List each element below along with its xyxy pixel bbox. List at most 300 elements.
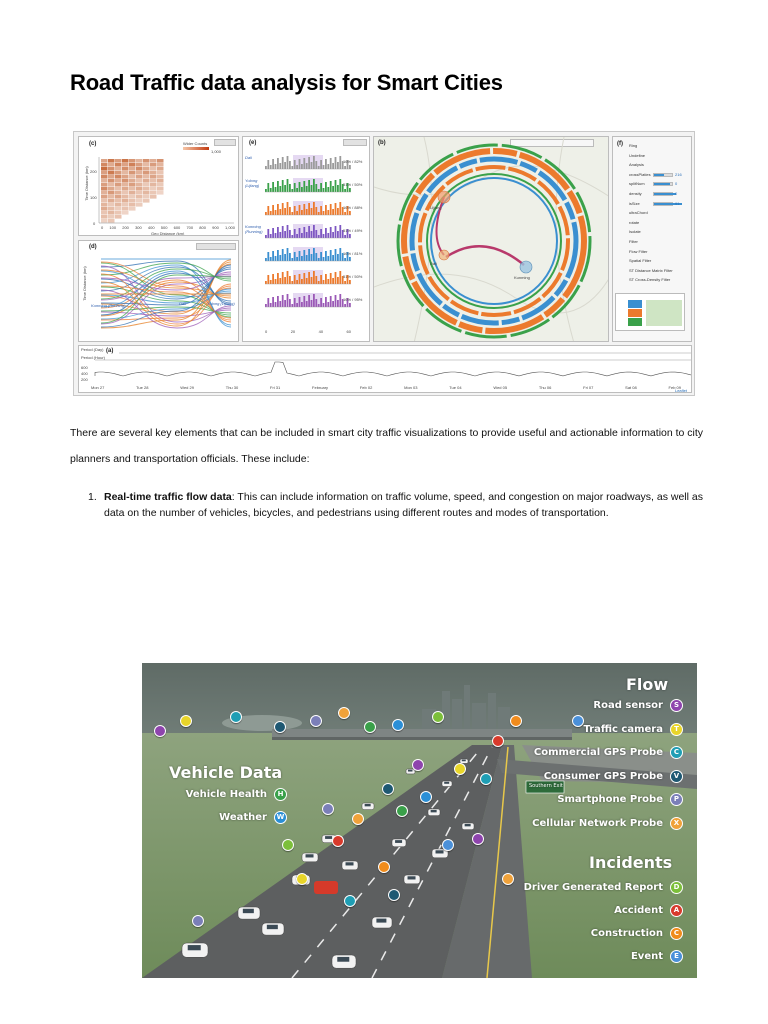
timeseries-bar — [296, 234, 298, 238]
timeseries-pct: 51% / 50% — [343, 182, 363, 187]
timeseries-bar — [291, 281, 293, 284]
flow-item: Smartphone Probe — [557, 794, 663, 805]
heatmap-cell — [143, 159, 150, 163]
timeseries-bar — [265, 189, 267, 192]
control-value: 91 — [675, 200, 680, 206]
map-pin-icon — [388, 889, 400, 901]
control-value: 0 — [675, 191, 678, 196]
heatmap-cell — [101, 183, 108, 187]
timeseries-bar — [318, 189, 320, 192]
control-item[interactable]: rotate — [629, 219, 640, 225]
timeseries-bar — [325, 228, 327, 238]
control-item[interactable]: isSize — [629, 200, 640, 206]
timeseries-bar — [330, 204, 332, 215]
timeseries-bar — [277, 227, 279, 238]
heatmap-cell — [136, 163, 143, 167]
timeseries-xtick: 20 — [290, 329, 296, 334]
timeline-xtick: Sat 08 — [625, 385, 637, 390]
control-item[interactable]: ST Distance Matrix Filter — [629, 267, 673, 273]
heatmap-cell — [101, 167, 108, 171]
vehicle-item: Weather — [219, 812, 267, 823]
heatmap-cell — [115, 159, 122, 163]
control-item[interactable]: Analysis — [629, 162, 644, 168]
heatmap-cell — [101, 219, 108, 223]
heatmap-xtick: 100 — [109, 225, 117, 230]
panel-f-label: (f) — [617, 141, 623, 147]
timeseries-row-label: Kunming (Running) — [245, 224, 263, 234]
panel-c-label: (c) — [89, 141, 97, 147]
timeseries-bar — [279, 232, 281, 238]
timeseries-bar — [294, 298, 296, 307]
timeseries-bar — [294, 275, 296, 284]
map-pin-icon — [230, 711, 242, 723]
timeseries-bar — [265, 235, 267, 238]
timeseries-bar — [301, 279, 303, 284]
timeseries-bar — [308, 157, 310, 169]
control-item[interactable]: Isolate — [629, 229, 641, 235]
timeseries-bar — [318, 235, 320, 238]
timeseries-bar — [291, 258, 293, 261]
control-item[interactable]: crossPlaties — [629, 171, 651, 177]
timeseries-bar — [287, 202, 289, 215]
map-pin-icon — [332, 835, 344, 847]
timeseries-bar — [275, 279, 277, 284]
timeseries-bar — [313, 271, 315, 284]
timeseries-bar — [335, 180, 337, 192]
heatmap-ylabel: Time Distance (km) — [83, 166, 89, 201]
heatmap-cell — [129, 187, 136, 191]
timeseries-bar — [270, 303, 272, 307]
timeseries-bar — [303, 250, 305, 261]
map-pin-icon — [338, 707, 350, 719]
timeseries-bar — [267, 252, 269, 261]
heatmap-cell — [129, 167, 136, 171]
heatmap-cell — [129, 175, 136, 179]
timeseries-bar — [344, 212, 346, 215]
map-pin-icon — [480, 773, 492, 785]
heatmap-cell — [101, 199, 108, 203]
timeseries-pct: 16% / 82% — [343, 159, 363, 164]
timeline-ytick: 400 — [81, 371, 88, 376]
timeseries-bar — [335, 272, 337, 284]
timeline-xtick: Mon 27 — [91, 385, 105, 390]
heatmap-xtick: 0 — [101, 225, 104, 230]
panel-a-label: (a) — [106, 348, 114, 354]
heatmap-cell — [122, 211, 129, 215]
timeline-ytick: 600 — [81, 365, 88, 370]
heatmap-cell — [143, 179, 150, 183]
timeseries-bar — [315, 253, 317, 261]
timeseries-bar — [332, 301, 334, 307]
timeseries-bar — [289, 161, 291, 169]
timeseries-bar — [303, 273, 305, 284]
timeseries-bar — [279, 209, 281, 215]
timeseries-bar — [349, 165, 351, 169]
timeseries-bar — [313, 294, 315, 307]
heatmap-ytick: 100 — [90, 195, 97, 200]
timeseries-bar — [335, 203, 337, 215]
heatmap-cell — [101, 191, 108, 195]
map-place: Dali — [430, 261, 437, 266]
timeseries-bar — [339, 156, 341, 169]
control-slider-fill — [654, 183, 670, 185]
heatmap-cell — [115, 167, 122, 171]
timeline-xtick: Wed 05 — [493, 385, 508, 390]
heatmap-cell — [150, 187, 157, 191]
timeseries-bar — [327, 233, 329, 238]
timeseries-pct: 16% / 88% — [343, 205, 363, 210]
map-pin-icon — [442, 839, 454, 851]
heatmap-cell — [136, 183, 143, 187]
timeseries-bar — [337, 208, 339, 215]
incident-item: Driver Generated Report — [523, 882, 663, 893]
timeseries-bar — [267, 275, 269, 284]
car-window — [243, 909, 254, 913]
timeseries-plot — [243, 137, 370, 342]
timeseries-bar — [349, 211, 351, 215]
timeseries-bar — [282, 203, 284, 215]
timeseries-bar — [332, 186, 334, 192]
timeseries-bar — [265, 258, 267, 261]
timeseries-bar — [323, 234, 325, 238]
timeseries-bar — [299, 228, 301, 238]
timeseries-bar — [303, 204, 305, 215]
timeseries-bar — [308, 295, 310, 307]
heatmap-cell — [122, 187, 129, 191]
heatmap-cell — [143, 199, 150, 203]
heatmap-cell — [108, 163, 115, 167]
incident-item-icon: E — [670, 950, 683, 963]
vehicle-item: Vehicle Health — [185, 789, 267, 800]
timeseries-xticks — [265, 329, 351, 334]
timeseries-bar — [301, 164, 303, 169]
car-window — [431, 810, 437, 812]
timeseries-bar — [265, 304, 267, 307]
timeseries-xtick: 60 — [346, 329, 351, 334]
timeseries-bar — [291, 189, 293, 192]
heatmap-cell — [122, 171, 129, 175]
car-window — [365, 804, 371, 806]
flow-ylabel: Time Distance (km) — [81, 266, 87, 301]
map-pin-icon — [352, 813, 364, 825]
timeseries-bar — [308, 203, 310, 215]
list-number: 1. — [88, 491, 97, 503]
heatmap-xtick: 300 — [135, 225, 142, 230]
control-value: 0 — [675, 181, 678, 187]
timeseries-bar — [318, 166, 320, 169]
control-item[interactable]: Ring — [629, 143, 638, 148]
heatmap-cell — [108, 219, 115, 223]
timeseries-bar — [275, 256, 277, 261]
timeseries-bar — [337, 277, 339, 284]
heatmap-cell — [122, 191, 129, 195]
control-item[interactable]: Flow Filter — [629, 248, 648, 254]
heatmap-cell — [101, 215, 108, 219]
timeseries-bar — [272, 297, 274, 307]
heatmap-ytick: 0 — [93, 221, 96, 226]
timeseries-pct: 16% / 81% — [343, 251, 363, 256]
timeseries-bar — [296, 188, 298, 192]
flow-item-icon: X — [670, 817, 683, 830]
map-attribution[interactable]: Leaflet — [674, 388, 687, 393]
timeseries-bar — [325, 205, 327, 215]
car-window — [408, 876, 416, 879]
timeseries-bar — [287, 156, 289, 169]
timeseries-bar — [299, 182, 301, 192]
timeseries-bar — [282, 180, 284, 192]
heatmap-cell — [143, 163, 150, 167]
heatmap-cell — [129, 163, 136, 167]
timeseries-bar — [267, 160, 269, 169]
timeseries-bar — [311, 231, 313, 238]
timeseries-bar — [315, 207, 317, 215]
timeseries-bar — [349, 280, 351, 284]
timeseries-bar — [294, 229, 296, 238]
heatmap-cell — [108, 203, 115, 207]
incident-item: Event — [630, 951, 663, 962]
map-pin-icon — [180, 715, 192, 727]
map-pin-icon — [274, 721, 286, 733]
flow-item: Cellular Network Probe — [532, 817, 663, 829]
heatmap-xtick: 400 — [147, 225, 155, 230]
heatmap-xtick: 600 — [173, 225, 181, 230]
list-item-heading: Real-time traffic flow data — [104, 491, 232, 503]
heatmap-cell — [101, 163, 108, 167]
timeseries-bar — [270, 257, 272, 261]
control-slider-fill — [654, 174, 664, 176]
heatmap-plot — [79, 137, 239, 236]
list-item-text: : This can include information on traffic volume, speed, and congestion on major roadways, as well as data on the number of vehicles, bicycles, and pedestrians using different routes and modes of transportation. — [104, 491, 703, 519]
heatmap-cell — [108, 171, 115, 175]
map-pin-icon — [378, 861, 390, 873]
timeseries-bar — [313, 225, 315, 238]
heatmap-cell — [115, 183, 122, 187]
heatmap-cell — [129, 179, 136, 183]
timeseries-bar — [296, 165, 298, 169]
timeseries-bar — [267, 183, 269, 192]
timeseries-bar — [294, 160, 296, 169]
heatmap-xtick: 1,000 — [224, 225, 235, 230]
timeseries-bar — [289, 299, 291, 307]
heatmap-cell — [129, 195, 136, 199]
timeline-xtick: Thu 30 — [225, 385, 239, 390]
flow-item: Consumer GPS Probe — [543, 770, 663, 782]
heatmap-cell — [115, 179, 122, 183]
heatmap-cell — [150, 163, 157, 167]
timeseries-bar — [330, 273, 332, 284]
timeseries-bar — [330, 181, 332, 192]
timeseries-bar — [265, 166, 267, 169]
timeseries-bar — [294, 206, 296, 215]
timeseries-bar — [330, 250, 332, 261]
timeseries-bar — [282, 226, 284, 238]
heatmap-cell — [143, 171, 150, 175]
heatmap-cell — [108, 215, 115, 219]
timeline-xtick: Feb 02 — [359, 385, 373, 390]
heatmap-legend-title: Wider Counts — [183, 141, 208, 146]
intro-paragraph: There are several key elements that can be included in smart city traffic visualizations to provide useful and actionable information to city planners and transportation officials. These include: — [70, 427, 704, 465]
control-item[interactable]: Undefine — [629, 152, 646, 158]
timeseries-bar — [284, 277, 286, 284]
timeline-xtick: Feb 09 — [668, 385, 681, 390]
panel-f-controls — [612, 136, 692, 342]
heatmap-cell — [129, 183, 136, 187]
timeseries-bar — [323, 211, 325, 215]
timeseries-xtick: 0 — [265, 329, 268, 334]
timeseries-bar — [279, 301, 281, 307]
vehicle-data-heading: Vehicle Data — [169, 763, 283, 782]
timeseries-bar — [332, 255, 334, 261]
vehicle-item-icon: H — [274, 788, 287, 801]
heatmap-cell — [101, 179, 108, 183]
heatmap-cell — [115, 175, 122, 179]
timeseries-bar — [349, 188, 351, 192]
timeseries-xtick: 40 — [318, 329, 324, 334]
timeseries-bar — [337, 231, 339, 238]
timeseries-bar — [277, 204, 279, 215]
panel-c-heatmap — [78, 136, 239, 236]
heatmap-cell — [157, 183, 164, 187]
car-window — [465, 824, 471, 826]
heatmap-cell — [129, 159, 136, 163]
heatmap-cell — [122, 175, 129, 179]
map-pin-icon — [392, 719, 404, 731]
timeseries-bar — [277, 158, 279, 169]
timeseries-bar — [289, 184, 291, 192]
timeseries-bar — [287, 225, 289, 238]
heatmap-cell — [101, 171, 108, 175]
timeseries-bar — [303, 227, 305, 238]
heatmap-cell — [129, 171, 136, 175]
heatmap-cell — [122, 179, 129, 183]
timeseries-bar — [301, 187, 303, 192]
heatmap-cell — [129, 199, 136, 203]
control-item[interactable]: Spatial Filter — [629, 258, 652, 264]
timeseries-bar — [323, 165, 325, 169]
control-slider-fill — [654, 193, 676, 195]
timeseries-bar — [323, 188, 325, 192]
timeseries-bar — [339, 179, 341, 192]
timeseries-bar — [349, 303, 351, 307]
timeseries-bar — [320, 252, 322, 261]
incident-item-icon: D — [670, 881, 683, 894]
traffic-dashboard-figure — [73, 131, 695, 396]
timeseries-bar — [299, 251, 301, 261]
timeseries-bar — [303, 296, 305, 307]
incident-item: Construction — [590, 928, 663, 939]
timeseries-bar — [287, 248, 289, 261]
timeseries-bar — [275, 233, 277, 238]
control-item[interactable]: density — [629, 191, 642, 196]
incident-item: Accident — [614, 905, 663, 916]
timeseries-bar — [306, 301, 308, 307]
timeseries-bar — [265, 281, 267, 284]
control-item[interactable]: ST Cross-Density Filter — [629, 277, 671, 283]
timeseries-bar — [277, 250, 279, 261]
timeseries-bar — [308, 249, 310, 261]
timeseries-bar — [344, 304, 346, 307]
heatmap-cell — [136, 187, 143, 191]
timeseries-bar — [301, 302, 303, 307]
heatmap-cell — [136, 203, 143, 207]
map-pin-icon — [492, 735, 504, 747]
timeseries-bar — [327, 210, 329, 215]
timeseries-bar — [272, 205, 274, 215]
map-chord-rings — [374, 137, 609, 342]
heatmap-cell — [115, 195, 122, 199]
timeseries-bar — [306, 163, 308, 169]
timeseries-bar — [299, 297, 301, 307]
control-item[interactable]: Filter — [629, 239, 638, 244]
heatmap-cell — [108, 167, 115, 171]
timeseries-bar — [294, 183, 296, 192]
timeseries-bar — [339, 225, 341, 238]
timeseries-bar — [275, 187, 277, 192]
timeseries-bar — [320, 275, 322, 284]
timeseries-bar — [327, 279, 329, 284]
heatmap-cell — [129, 191, 136, 195]
timeseries-bar — [318, 212, 320, 215]
control-item[interactable]: splitNum — [629, 181, 645, 187]
timeseries-bar — [325, 182, 327, 192]
timeseries-bar — [327, 302, 329, 307]
heatmap-cell — [157, 159, 164, 163]
heatmap-cell — [143, 183, 150, 187]
heatmap-cell — [115, 215, 122, 219]
timeline-xtick: Thu 06 — [538, 385, 552, 390]
timeseries-bar — [327, 164, 329, 169]
heatmap-cell — [129, 207, 136, 211]
timeseries-bar — [287, 294, 289, 307]
flow-item: Road sensor — [593, 700, 663, 711]
timeseries-bar — [344, 166, 346, 169]
heatmap-cell — [136, 171, 143, 175]
timeline-row-label: Period (Hour) — [81, 355, 106, 360]
car-window — [444, 782, 449, 784]
timeseries-bar — [320, 183, 322, 192]
timeline-row-label: Period (Day) — [81, 347, 104, 352]
heatmap-xtick: 200 — [122, 225, 129, 230]
map-pin-icon — [396, 805, 408, 817]
heatmap-cell — [108, 175, 115, 179]
timeseries-bar — [303, 181, 305, 192]
timeseries-bar — [282, 295, 284, 307]
heatmap-cell — [115, 203, 122, 207]
timeseries-bar — [335, 249, 337, 261]
map-pin-icon — [420, 791, 432, 803]
heatmap-cell — [108, 211, 115, 215]
timeline-xticks — [91, 385, 681, 390]
timeseries-bar — [308, 180, 310, 192]
timeseries-bar — [270, 280, 272, 284]
timeseries-bar — [344, 189, 346, 192]
timeseries-bar — [315, 230, 317, 238]
timeseries-bar — [320, 298, 322, 307]
control-item[interactable]: ultraChord — [629, 210, 648, 216]
heatmap-cell — [108, 179, 115, 183]
timeseries-bar — [279, 255, 281, 261]
timeseries-bar — [279, 186, 281, 192]
flow-item: Commercial GPS Probe — [533, 747, 663, 758]
heatmap-cell — [150, 175, 157, 179]
timeseries-bar — [303, 158, 305, 169]
timeseries-bar — [337, 254, 339, 261]
timeseries-pct: 51% / 50% — [343, 274, 363, 279]
heatmap-xtick: 700 — [186, 225, 194, 230]
heatmap-cell — [143, 195, 150, 199]
panel-e-timeseries — [242, 136, 370, 342]
map-pin-icon — [382, 783, 394, 795]
